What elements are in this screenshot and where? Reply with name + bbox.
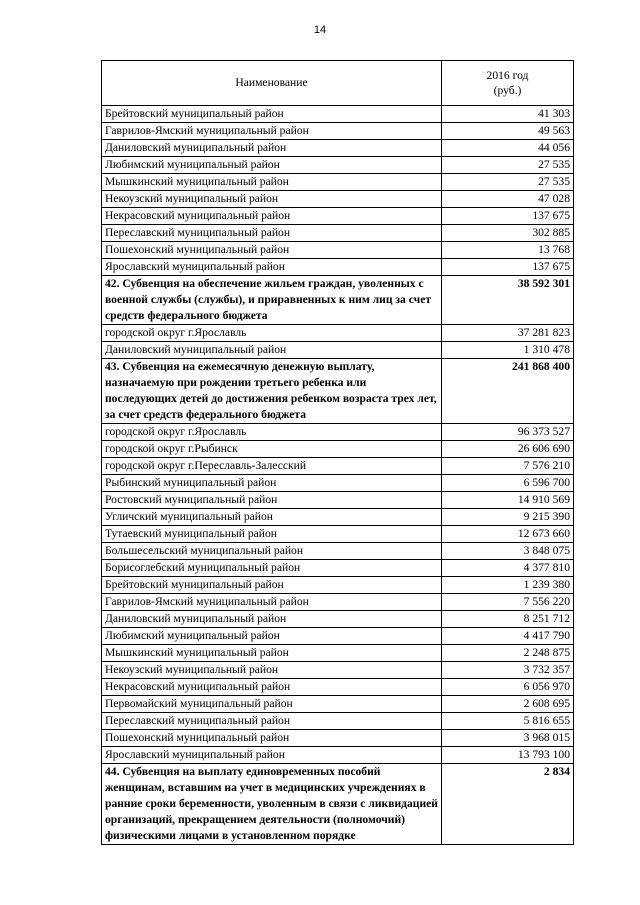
municipality-name: Даниловский муниципальный район bbox=[102, 611, 442, 628]
amount-cell: 96 373 527 bbox=[442, 424, 574, 441]
table-row bbox=[102, 679, 574, 696]
municipality-name: Некоузский муниципальный район bbox=[102, 191, 442, 208]
section-title: 43. Субвенция на ежемесячную денежную выплату, назначаемую при рождении третьего ребенка или последующих детей до достижения ребенком возраста трех лет, за счет средств федерального бюджета bbox=[102, 359, 442, 424]
municipality-name: Ростовский муниципальный район bbox=[102, 492, 442, 509]
amount-cell: 3 732 357 bbox=[442, 662, 574, 679]
municipality-name: Даниловский муниципальный район bbox=[102, 140, 442, 157]
table-row bbox=[102, 645, 574, 662]
table-row bbox=[102, 577, 574, 594]
amount-cell: 7 576 210 bbox=[442, 458, 574, 475]
table-row bbox=[102, 696, 574, 713]
table-header bbox=[102, 61, 574, 106]
table-row bbox=[102, 191, 574, 208]
table-row bbox=[102, 123, 574, 140]
municipality-name: Гаврилов-Ямский муниципальный район bbox=[102, 594, 442, 611]
table-row bbox=[102, 730, 574, 747]
table-row bbox=[102, 259, 574, 276]
amount-cell: 302 885 bbox=[442, 225, 574, 242]
municipality-name: Угличский муниципальный район bbox=[102, 509, 442, 526]
municipality-name: Тутаевский муниципальный район bbox=[102, 526, 442, 543]
municipality-name: Любимский муниципальный район bbox=[102, 628, 442, 645]
section-title: 42. Субвенция на обеспечение жильем граждан, уволенных с военной службы (службы), и приравненных к ним лиц за счет средств федерального бюджета bbox=[102, 276, 442, 325]
table-body bbox=[102, 106, 574, 845]
table-row bbox=[102, 509, 574, 526]
table-row bbox=[102, 594, 574, 611]
amount-cell: 27 535 bbox=[442, 157, 574, 174]
municipality-name: Переславский муниципальный район bbox=[102, 713, 442, 730]
municipality-name: Брейтовский муниципальный район bbox=[102, 577, 442, 594]
table-row bbox=[102, 174, 574, 191]
amount-cell: 2 248 875 bbox=[442, 645, 574, 662]
amount-cell: 1 310 478 bbox=[442, 342, 574, 359]
table-row bbox=[102, 157, 574, 174]
amount-cell: 12 673 660 bbox=[442, 526, 574, 543]
section-row bbox=[102, 764, 574, 845]
municipality-name: Гаврилов-Ямский муниципальный район bbox=[102, 123, 442, 140]
municipality-name: Любимский муниципальный район bbox=[102, 157, 442, 174]
amount-cell: 5 816 655 bbox=[442, 713, 574, 730]
municipality-name: Большесельский муниципальный район bbox=[102, 543, 442, 560]
section-row bbox=[102, 276, 574, 325]
section-row bbox=[102, 359, 574, 424]
table-row bbox=[102, 611, 574, 628]
municipality-name: городской округ г.Ярославль bbox=[102, 424, 442, 441]
table-row bbox=[102, 242, 574, 259]
table-row bbox=[102, 458, 574, 475]
table-row bbox=[102, 713, 574, 730]
amount-cell: 9 215 390 bbox=[442, 509, 574, 526]
table-row bbox=[102, 560, 574, 577]
amount-cell: 47 028 bbox=[442, 191, 574, 208]
municipality-name: Мышкинский муниципальный район bbox=[102, 174, 442, 191]
table-row bbox=[102, 526, 574, 543]
table-row bbox=[102, 208, 574, 225]
table-row bbox=[102, 106, 574, 123]
amount-cell: 7 556 220 bbox=[442, 594, 574, 611]
amount-cell: 44 056 bbox=[442, 140, 574, 157]
amount-cell: 1 239 380 bbox=[442, 577, 574, 594]
table-row bbox=[102, 441, 574, 458]
amount-cell: 26 606 690 bbox=[442, 441, 574, 458]
municipality-name: Переславский муниципальный район bbox=[102, 225, 442, 242]
amount-cell: 6 596 700 bbox=[442, 475, 574, 492]
table-row bbox=[102, 225, 574, 242]
amount-cell: 4 417 790 bbox=[442, 628, 574, 645]
municipality-name: Брейтовский муниципальный район bbox=[102, 106, 442, 123]
municipality-name: Некрасовский муниципальный район bbox=[102, 208, 442, 225]
municipality-name: городской округ г.Переславль-Залесский bbox=[102, 458, 442, 475]
amount-cell: 137 675 bbox=[442, 208, 574, 225]
table-row bbox=[102, 342, 574, 359]
subvention-table bbox=[101, 60, 574, 845]
municipality-name: Борисоглебский муниципальный район bbox=[102, 560, 442, 577]
municipality-name: Первомайский муниципальный район bbox=[102, 696, 442, 713]
section-title: 44. Субвенция на выплату единовременных пособий женщинам, вставшим на учет в медицинских учреждениях в ранние сроки беременности, уволенным в связи с ликвидацией организаций, прекращением деятельности (полномочий) физическими лицами в установленном порядке bbox=[102, 764, 442, 845]
section-total: 2 834 bbox=[442, 764, 574, 845]
table-row bbox=[102, 628, 574, 645]
amount-cell: 27 535 bbox=[442, 174, 574, 191]
municipality-name: городской округ г.Рыбинск bbox=[102, 441, 442, 458]
table-row bbox=[102, 475, 574, 492]
amount-cell: 49 563 bbox=[442, 123, 574, 140]
municipality-name: городской округ г.Ярославль bbox=[102, 325, 442, 342]
section-total: 241 868 400 bbox=[442, 359, 574, 424]
amount-cell: 137 675 bbox=[442, 259, 574, 276]
municipality-name: Некоузский муниципальный район bbox=[102, 662, 442, 679]
municipality-name: Пошехонский муниципальный район bbox=[102, 242, 442, 259]
header-name-column: Наименование bbox=[102, 61, 442, 106]
amount-cell: 41 303 bbox=[442, 106, 574, 123]
municipality-name: Мышкинский муниципальный район bbox=[102, 645, 442, 662]
amount-cell: 13 793 100 bbox=[442, 747, 574, 764]
header-row bbox=[102, 61, 574, 106]
municipality-name: Ярославский муниципальный район bbox=[102, 259, 442, 276]
table-row bbox=[102, 662, 574, 679]
table-row bbox=[102, 747, 574, 764]
municipality-name: Рыбинский муниципальный район bbox=[102, 475, 442, 492]
table-row bbox=[102, 424, 574, 441]
table-row bbox=[102, 325, 574, 342]
amount-cell: 3 968 015 bbox=[442, 730, 574, 747]
municipality-name: Пошехонский муниципальный район bbox=[102, 730, 442, 747]
municipality-name: Ярославский муниципальный район bbox=[102, 747, 442, 764]
municipality-name: Даниловский муниципальный район bbox=[102, 342, 442, 359]
amount-cell: 6 056 970 bbox=[442, 679, 574, 696]
amount-cell: 2 608 695 bbox=[442, 696, 574, 713]
table-row bbox=[102, 140, 574, 157]
header-year-label: 2016 год bbox=[486, 69, 529, 82]
table-row bbox=[102, 543, 574, 560]
amount-cell: 3 848 075 bbox=[442, 543, 574, 560]
header-year-column bbox=[442, 61, 574, 106]
page-number: 14 bbox=[313, 24, 327, 36]
table-row bbox=[102, 492, 574, 509]
amount-cell: 8 251 712 bbox=[442, 611, 574, 628]
header-unit-label: (руб.) bbox=[493, 84, 522, 97]
amount-cell: 37 281 823 bbox=[442, 325, 574, 342]
section-total: 38 592 301 bbox=[442, 276, 574, 325]
amount-cell: 14 910 569 bbox=[442, 492, 574, 509]
municipality-name: Некрасовский муниципальный район bbox=[102, 679, 442, 696]
amount-cell: 4 377 810 bbox=[442, 560, 574, 577]
amount-cell: 13 768 bbox=[442, 242, 574, 259]
